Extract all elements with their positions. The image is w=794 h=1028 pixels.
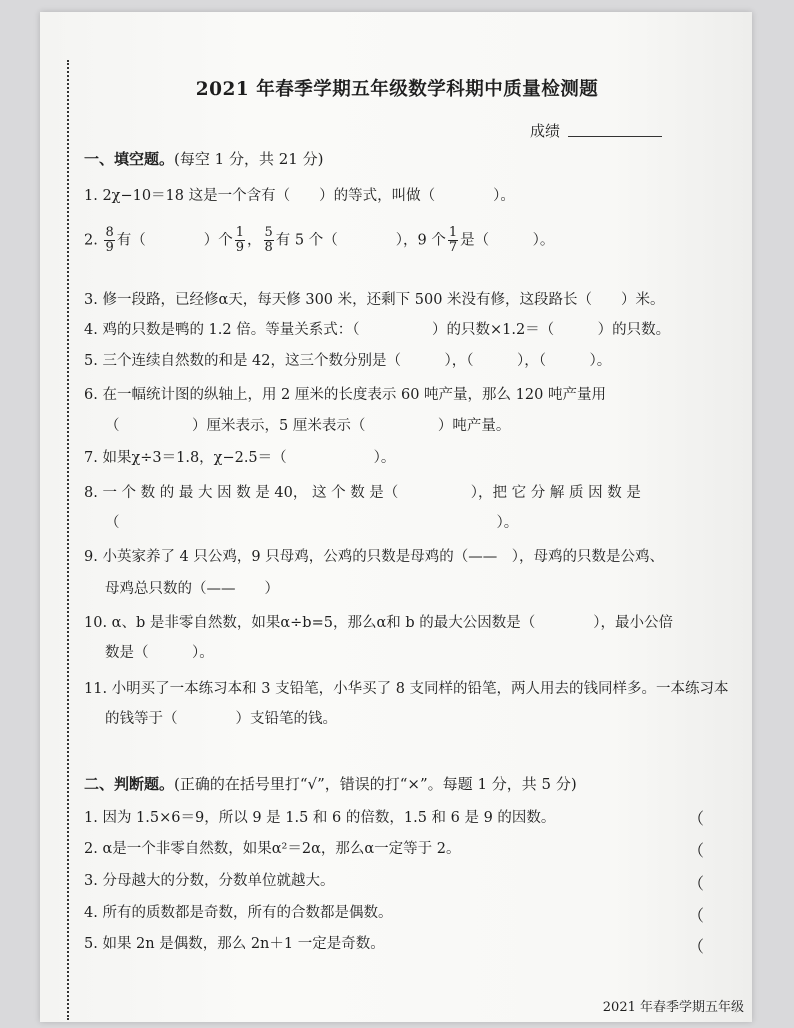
q2-text-2: ，	[247, 232, 262, 249]
frac-den: 9	[235, 240, 245, 255]
judge-item-2: 2. α是一个非零自然数，如果α²＝2α，那么α一定等于 2。	[84, 841, 461, 857]
answer-paren-4[interactable]: （	[688, 906, 705, 925]
question-1-9-line2: 母鸡总只数的（—— ）	[105, 581, 279, 597]
section1-title: 一、填空题。	[84, 150, 175, 168]
section2-title: 二、判断题。	[84, 775, 175, 793]
frac-num: 1	[235, 225, 245, 240]
judge-item-3: 3. 分母越大的分数，分数单位就越大。	[84, 873, 335, 889]
fraction-1-7	[448, 226, 458, 255]
frac-num: 1	[448, 225, 458, 240]
frac-den: 8	[264, 240, 273, 255]
fraction-8-9	[104, 226, 114, 255]
question-1-3: 3. 修一段路，已经修α天，每天修 300 米，还剩下 500 米没有修，这段路长（ ）米。	[84, 292, 665, 308]
frac-num: 5	[264, 225, 273, 240]
answer-paren-3[interactable]: （	[688, 874, 705, 893]
frac-den: 9	[105, 240, 114, 255]
section1-note: (每空 1 分，共 21 分)	[174, 150, 324, 168]
fraction-1-9	[235, 226, 245, 255]
question-1-10-line2: 数是（ ）。	[105, 645, 214, 661]
score-blank[interactable]	[568, 136, 662, 137]
question-1-9-line1: 9. 小英家养了 4 只公鸡，9 只母鸡，公鸡的只数是母鸡的（—— ），母鸡的只数是公鸡、	[84, 549, 664, 565]
q2-text-3: 有 5 个（ ），9 个	[275, 232, 446, 249]
question-1-8-line2: （ ）。	[105, 515, 519, 531]
score-label: 成绩	[530, 122, 561, 140]
judge-item-4: 4. 所有的质数都是奇数，所有的合数都是偶数。	[84, 905, 393, 921]
answer-paren-1[interactable]: （	[688, 809, 705, 828]
q2-text-1: 有（ ）个	[116, 232, 233, 249]
answer-paren-2[interactable]: （	[688, 841, 705, 860]
section2-heading	[84, 773, 577, 794]
question-1-6-line1: 6. 在一幅统计图的纵轴上，用 2 厘米的长度表示 60 吨产量，那么 120 吨产量用	[84, 387, 606, 403]
question-1-4: 4. 鸡的只数是鸭的 1.2 倍。等量关系式：（ ）的只数×1.2＝（ ）的只数。	[84, 322, 671, 338]
section2-note: (正确的在括号里打“√”，错误的打“×”。每题 1 分，共 5 分)	[174, 775, 577, 793]
judge-item-5: 5. 如果 2n 是偶数，那么 2n＋1 一定是奇数。	[84, 936, 385, 952]
page-footer: 2021 年春季学期五年级	[602, 1000, 744, 1015]
frac-num: 8	[105, 225, 114, 240]
judge-item-1: 1. 因为 1.5×6＝9，所以 9 是 1.5 和 6 的倍数，1.5 和 6 是 9 的因数。	[84, 810, 556, 826]
question-1-5: 5. 三个连续自然数的和是 42，这三个数分别是（ ），（ ），（ ）。	[84, 353, 612, 369]
fraction-5-8	[264, 226, 274, 255]
binding-dotted-line	[67, 60, 69, 1020]
question-1-7: 7. 如果χ÷3＝1.8，χ−2.5＝（ ）。	[84, 450, 396, 466]
question-1-11-line2: 的钱等于（ ）支铅笔的钱。	[105, 711, 337, 727]
q2-number: 2.	[84, 232, 98, 249]
frac-den: 7	[448, 240, 458, 255]
question-1-11-line1: 11. 小明买了一本练习本和 3 支铅笔，小华买了 8 支同样的铅笔，两人用去的钱同样多。一本练习本	[84, 681, 729, 697]
question-1-2	[84, 226, 554, 255]
question-1-10-line1: 10. α、b 是非零自然数，如果α÷b=5，那么α和 b 的最大公因数是（ ），最小公倍	[84, 615, 673, 631]
question-1-1: 1. 2χ−10＝18 这是一个含有（ ）的等式，叫做（ ）。	[84, 188, 515, 204]
question-1-6-line2: （ ）厘米表示，5 厘米表示（ ）吨产量。	[105, 418, 511, 434]
q2-text-4: 是（ ）。	[460, 232, 555, 249]
answer-paren-5[interactable]: （	[688, 937, 705, 956]
exam-title: 2021 年春季学期五年级数学科期中质量检测题	[195, 79, 599, 100]
section1-heading	[84, 148, 323, 169]
question-1-8-line1: 8. 一 个 数 的 最 大 因 数 是 40， 这 个 数 是（ ），把 它 分 解 质 因 数 是	[84, 485, 641, 501]
